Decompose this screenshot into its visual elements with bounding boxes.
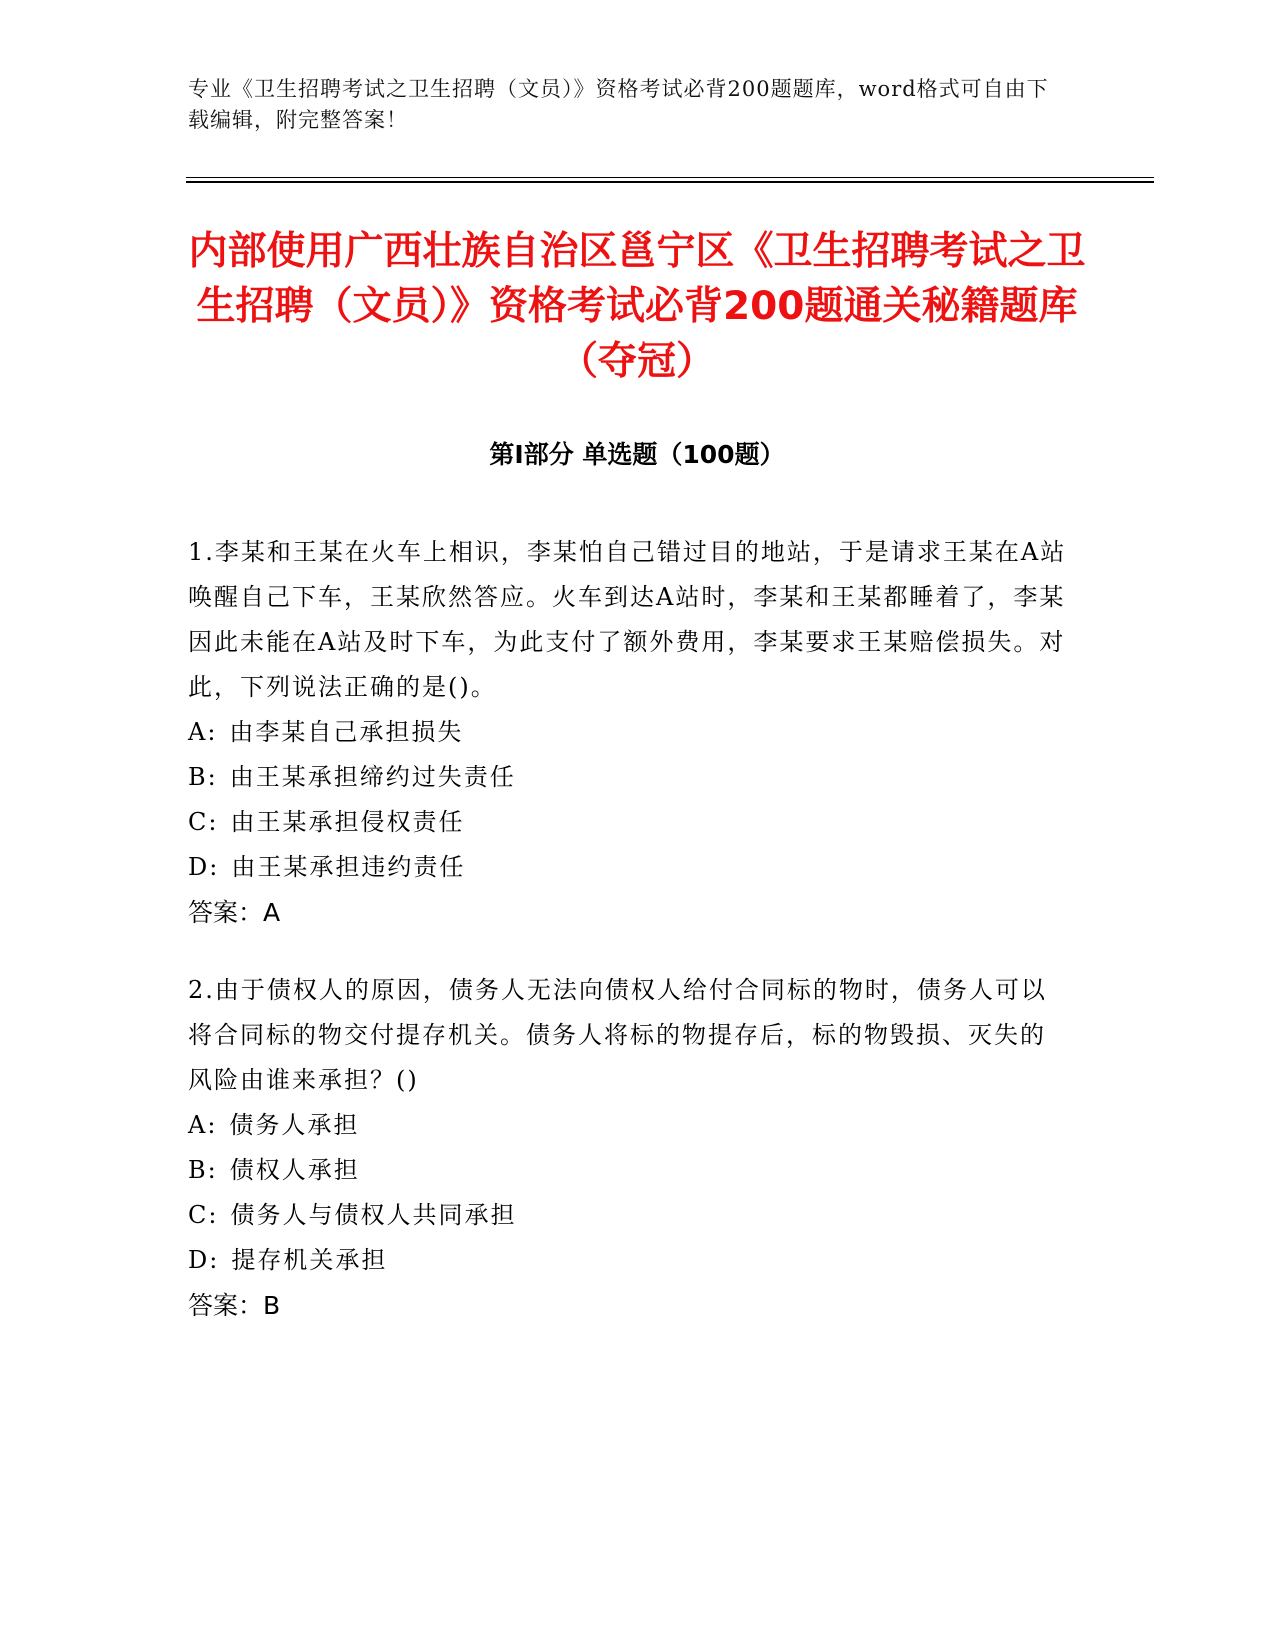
option-text: 由王某承担侵权责任 <box>230 808 465 836</box>
option-d <box>188 1238 1068 1283</box>
option-label: B: <box>188 763 218 791</box>
option-text: 债务人与债权人共同承担 <box>230 1201 517 1229</box>
option-a <box>188 1103 1068 1148</box>
option-text: 由王某承担缔约过失责任 <box>229 763 516 791</box>
option-d <box>188 845 1068 890</box>
header-divider-thin <box>186 177 1154 178</box>
option-label: C: <box>188 808 219 836</box>
question-1 <box>188 530 1068 935</box>
option-label: C: <box>188 1201 219 1229</box>
option-text: 债务人承担 <box>229 1111 360 1139</box>
option-label: D: <box>188 853 220 881</box>
option-a <box>188 710 1068 755</box>
option-c <box>188 1193 1068 1238</box>
option-b <box>188 755 1068 800</box>
answer-text: 答案：B <box>188 1291 281 1320</box>
option-text: 由王某承担违约责任 <box>231 853 466 881</box>
option-text: 由李某自己承担损失 <box>229 718 464 746</box>
question-text: 1.李某和王某在火车上相识，李某怕自己错过目的地站，于是请求王某在A站唤醒自己下车，王某欣然答应。火车到达A站时，李某和王某都睡着了，李某因此未能在A站及时下车，为此支付了额外费用，李某要求王某赔偿损失。对此，下列说法正确的是()。 <box>188 538 1067 701</box>
document-title: 内部使用广西壮族自治区邕宁区《卫生招聘考试之卫生招聘（文员）》资格考试必背200题通关秘籍题库（夺冠） <box>188 229 1086 384</box>
question-text: 2.由于债权人的原因，债务人无法向债权人给付合同标的物时，债务人可以将合同标的物交付提存机关。债务人将标的物提存后，标的物毁损、灭失的风险由谁来承担？() <box>188 976 1047 1094</box>
header-note: 专业《卫生招聘考试之卫生招聘（文员）》资格考试必背200题题库，word格式可自由下载编辑，附完整答案！ <box>188 77 1049 132</box>
section-title: 第Ⅰ部分 单选题（100题） <box>489 440 785 469</box>
option-c <box>188 800 1068 845</box>
option-label: B: <box>188 1156 218 1184</box>
header-divider-thick <box>186 181 1154 183</box>
option-text: 提存机关承担 <box>231 1246 388 1274</box>
question-list <box>188 530 1068 1361</box>
answer-text: 答案：A <box>188 898 281 927</box>
option-text: 债权人承担 <box>229 1156 360 1184</box>
option-label: A: <box>188 718 218 746</box>
option-label: A: <box>188 1111 218 1139</box>
question-2 <box>188 968 1068 1328</box>
option-b <box>188 1148 1068 1193</box>
option-label: D: <box>188 1246 220 1274</box>
